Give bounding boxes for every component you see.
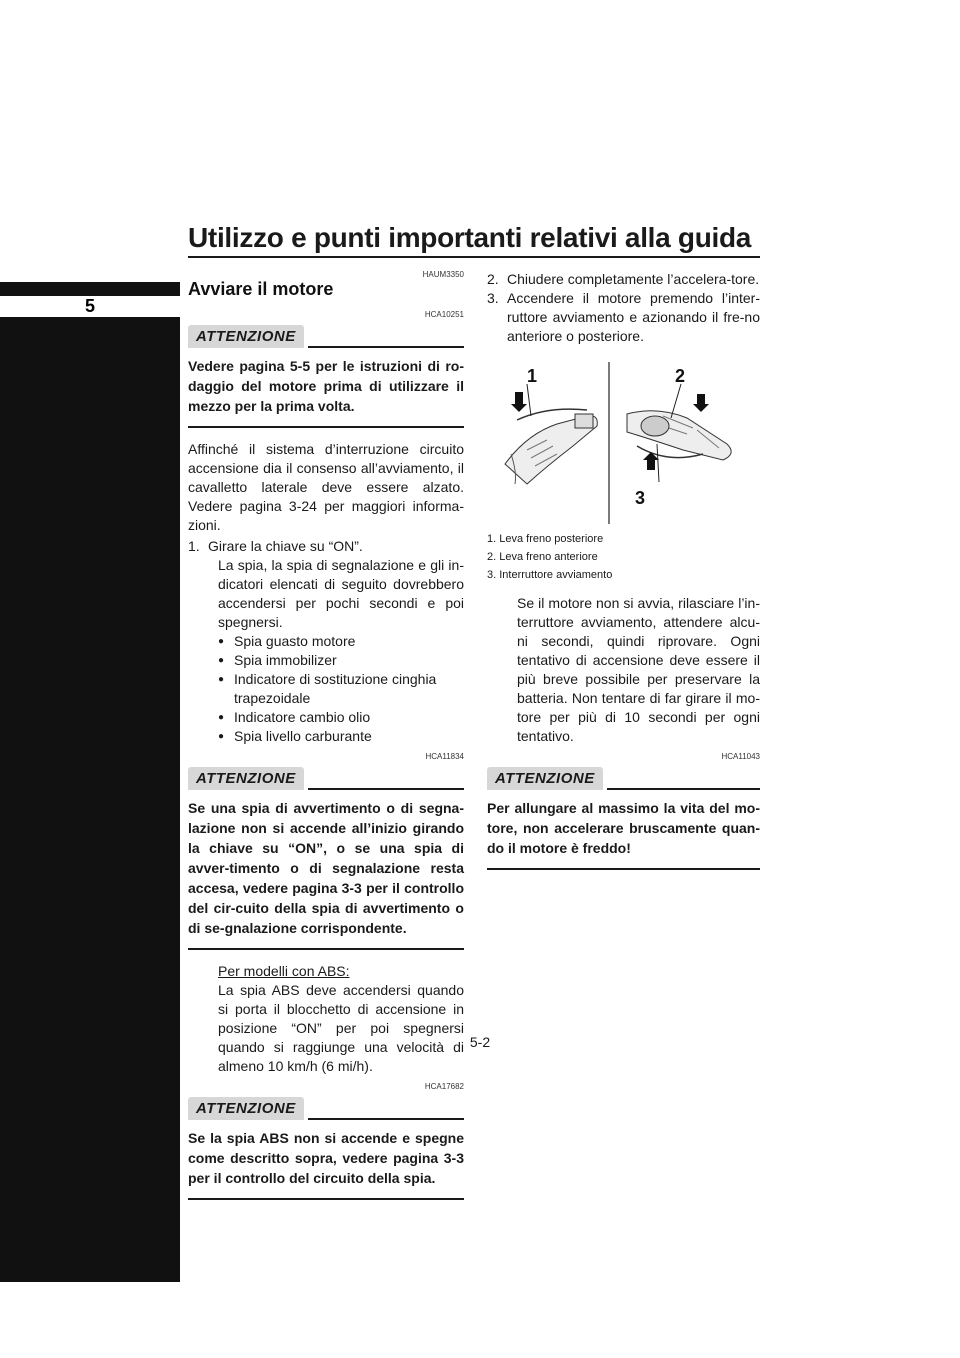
abs-heading: Per modelli con ABS: <box>218 963 350 979</box>
step-1-detail: La spia, la spia di segnalazione e gli in-dicatori elencati di seguito dovrebbero accendersi per pochi secondi e poi spegnersi. <box>218 557 464 630</box>
bullet-icon: ● <box>218 731 225 742</box>
list-item: ● Spia immobilizer <box>218 652 337 668</box>
attention-badge: ATTENZIONE <box>188 767 304 790</box>
chapter-number: 5 <box>0 296 180 317</box>
page-header-title: Utilizzo e punti importanti relativi alla guida <box>188 222 752 253</box>
attention-text-4: Per allungare al massimo la vita del mo-tore, non accelerare bruscamente quan-do il motore è freddo! <box>487 790 760 870</box>
list-item: ● Indicatore cambio olio <box>218 709 371 725</box>
intro-paragraph: Affinché il sistema d’interruzione circuito accensione dia il consenso all’avviamento, il cavalletto laterale deve essere alzato. Vedere pagina 3-24 per maggiori informa-zioni. <box>188 441 464 533</box>
handlebar-drawing <box>487 354 760 524</box>
attention-rule <box>308 1118 464 1120</box>
step-text: Chiudere completamente l’accelera-tore. <box>507 271 760 287</box>
indicator-list <box>188 632 464 746</box>
left-column <box>188 270 464 1212</box>
attention-code-3: HCA17682 <box>424 1082 464 1091</box>
step-text: Accendere il motore premendo l’inter-ruttore avviamento e azionando il fre-no anteriore o posteriore. <box>507 290 760 344</box>
figure-label-3: 3 <box>635 488 646 508</box>
right-column <box>487 270 760 882</box>
step-number: 1. <box>188 538 200 554</box>
attention-badge: ATTENZIONE <box>487 767 603 790</box>
bullet-icon: ● <box>218 655 225 666</box>
attention-header-4 <box>487 767 760 790</box>
attention-rule <box>607 788 760 790</box>
handlebar-illustration <box>487 354 760 524</box>
attention-rule <box>308 788 464 790</box>
header-rule <box>188 256 760 258</box>
section-code: HAUM3350 <box>422 270 464 279</box>
bullet-icon: ● <box>218 636 225 647</box>
step-2 <box>487 270 760 289</box>
step-1 <box>188 537 464 556</box>
page-number: 5-2 <box>469 1034 491 1050</box>
caption-1: 1. Leva freno posteriore <box>487 533 604 545</box>
attention-text-1: Vedere pagina 5-5 per le istruzioni di ro-daggio del motore prima di utilizzare il mezzo per la prima volta. <box>188 348 464 428</box>
attention-badge: ATTENZIONE <box>188 1097 304 1120</box>
attention-code-1: HCA10251 <box>424 310 464 319</box>
attention-text-3: Se la spia ABS non si accende e spegne come descritto sopra, vedere pagina 3-3 per il controllo del circuito della spia. <box>188 1120 464 1200</box>
attention-rule <box>308 346 464 348</box>
bullet-icon: ● <box>218 712 225 723</box>
attention-header-1 <box>188 325 464 348</box>
step-text: Girare la chiave su “ON”. <box>208 538 363 554</box>
step-3 <box>487 289 760 346</box>
section-title: Avviare il motore <box>188 279 334 299</box>
restart-paragraph: Se il motore non si avvia, rilasciare l’in-terruttore avviamento, attendere alcu-ni secondi, quindi riprovare. Ogni tentativo di accensione deve essere il più breve possibile per preservare la batteria. Non tentare di far girare il mo-tore per più di 10 secondi per ogni tentativo. <box>517 595 760 744</box>
bullet-icon: ● <box>218 674 225 685</box>
list-item: ● Spia guasto motore <box>218 633 356 649</box>
attention-badge: ATTENZIONE <box>188 325 304 348</box>
abs-text: La spia ABS deve accendersi quando si porta il blocchetto di accensione in posizione “ON” per poi spegnersi quando si raggiunge una velocità di almeno 10 km/h (6 mi/h). <box>218 982 464 1074</box>
list-item: ● Indicatore di sostituzione cinghia trapezoidale <box>218 671 437 706</box>
figure-label-2: 2 <box>675 366 686 386</box>
attention-header-2 <box>188 767 464 790</box>
attention-text-2: Se una spia di avvertimento o di segna-lazione non si accende all’inizio girando la chiave su “ON”, o se una spia di avver-timento o di segnalazione resta accesa, vedere pagina 3-3 per il controllo del cir-cuito della spia di avvertimento o di se-gnalazione corrispondente. <box>188 790 464 950</box>
step-number: 3. <box>487 290 499 306</box>
list-item: ● Spia livello carburante <box>218 728 372 744</box>
attention-code-4: HCA11043 <box>721 752 760 761</box>
figure-label-1: 1 <box>527 366 538 386</box>
step-number: 2. <box>487 271 499 287</box>
attention-code-2: HCA11834 <box>425 752 464 761</box>
chapter-side-tab <box>0 282 180 1282</box>
attention-header-3 <box>188 1097 464 1120</box>
caption-2: 2. Leva freno anteriore <box>487 551 598 563</box>
caption-3: 3. Interruttore avviamento <box>487 569 613 581</box>
